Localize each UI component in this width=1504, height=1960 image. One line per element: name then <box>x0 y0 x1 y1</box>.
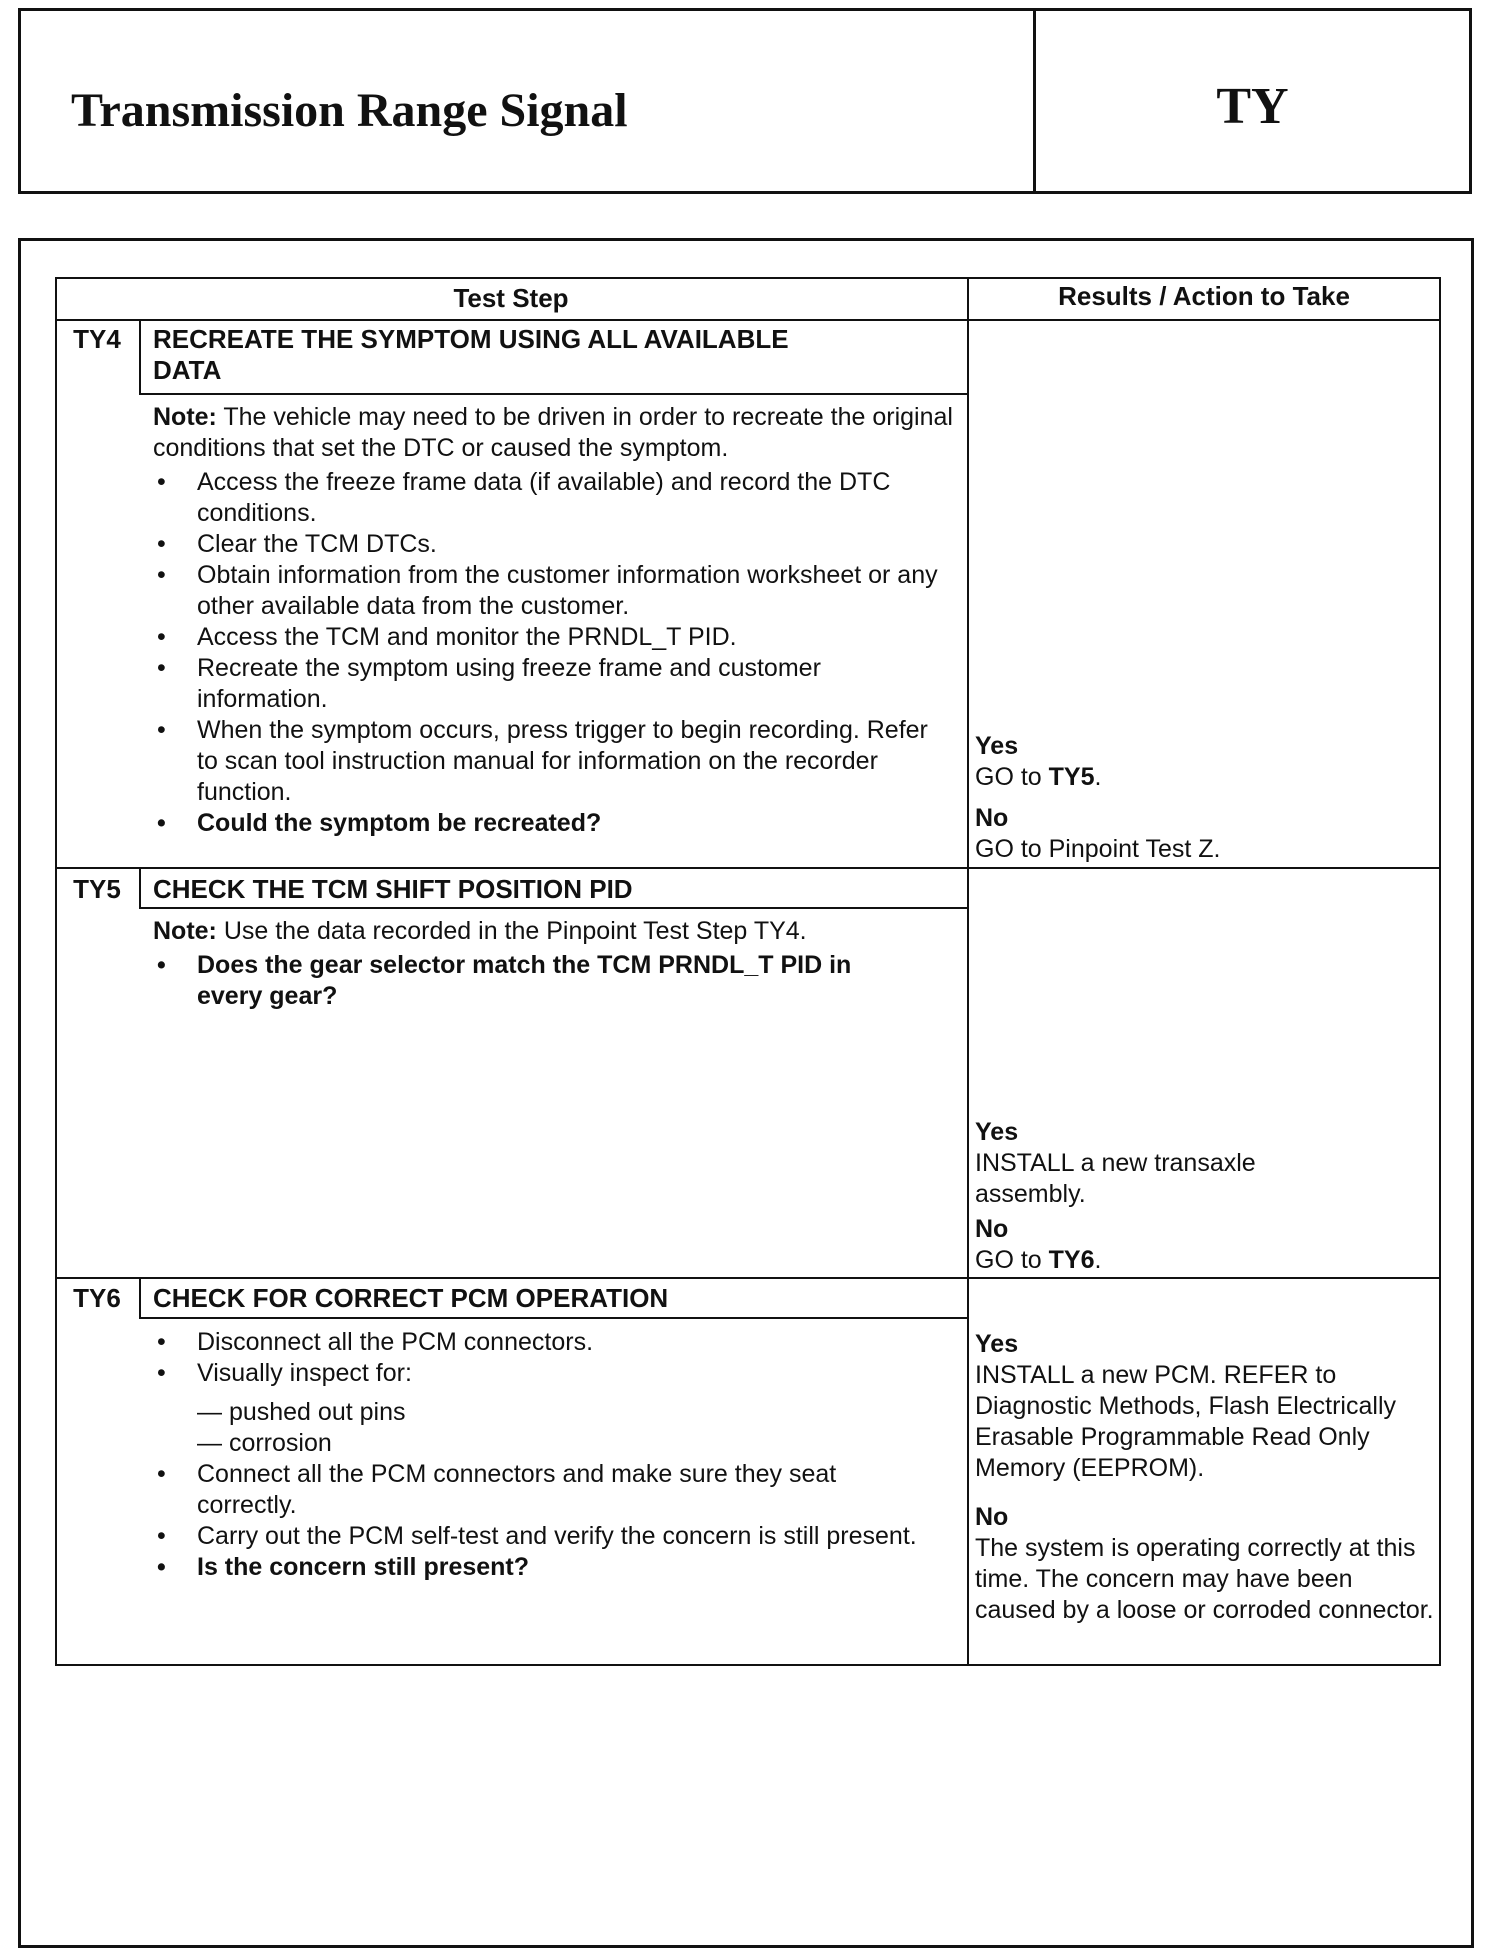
ty4-title-underline <box>139 393 969 395</box>
sub-list-ty6 <box>153 1397 953 1459</box>
step-title-ty4-line2: DATA <box>153 355 222 385</box>
list-item: • Obtain information from the customer information worksheet or any other available data from the customer. <box>153 560 953 622</box>
sub-item: — pushed out pins <box>197 1398 406 1426</box>
content-frame <box>18 238 1474 1948</box>
result-ty5 <box>975 1117 1437 1276</box>
list-item: • Disconnect all the PCM connectors. <box>153 1327 953 1358</box>
header-row-divider <box>55 319 1441 321</box>
column-divider <box>967 277 969 1666</box>
yes-label-ty6: Yes <box>975 1330 1019 1358</box>
step-title-ty4 <box>153 324 953 386</box>
no-action-ty5: GO to TY6. <box>975 1246 1102 1274</box>
table-border-right <box>1439 277 1441 1666</box>
ty6-id-divider <box>139 1277 141 1319</box>
table-border-left <box>55 277 57 1666</box>
step-title-ty4-line1: RECREATE THE SYMPTOM USING ALL AVAILABLE <box>153 324 789 354</box>
list-item: • Carry out the PCM self-test and verify the concern is still present. <box>153 1521 933 1552</box>
bullet-list-ty6-a <box>153 1327 953 1389</box>
step-title-ty5: CHECK THE TCM SHIFT POSITION PID <box>153 874 633 904</box>
yes-label-ty4: Yes <box>975 732 1019 760</box>
bullet-list-ty5 <box>153 950 953 1012</box>
ty4-id-divider <box>139 319 141 395</box>
list-item: • Recreate the symptom using freeze frame and customer information. <box>153 653 953 715</box>
note-ty5: Note: Use the data recorded in the Pinpoint Test Step TY4. <box>153 917 807 945</box>
page-header <box>18 8 1472 194</box>
list-item: • Visually inspect for: <box>153 1358 953 1389</box>
column-header-test-step: Test Step <box>453 283 569 313</box>
question-ty6: • Is the concern still present? <box>153 1552 933 1583</box>
ty4-row-divider <box>55 867 1441 869</box>
note-ty4: Note: The vehicle may need to be driven in order to recreate the original conditions that set the DTC or caused the symptom. <box>153 403 953 462</box>
bullet-list-ty4 <box>153 467 953 839</box>
ty6-title-underline <box>139 1317 969 1319</box>
table-border-bottom <box>55 1664 1441 1666</box>
list-item: • Access the freeze frame data (if available) and record the DTC conditions. <box>153 467 953 529</box>
ty5-row-divider <box>55 1277 1441 1279</box>
test-step-table <box>55 277 1441 1666</box>
step-id-ty6: TY6 <box>73 1283 121 1313</box>
yes-action-ty5: INSTALL a new transaxle assembly. <box>975 1149 1256 1208</box>
no-label-ty6: No <box>975 1503 1009 1531</box>
page-title: Transmission Range Signal <box>71 84 628 137</box>
question-ty5: • Does the gear selector match the TCM PRNDL_T PID in every gear? <box>153 950 897 1012</box>
table-border-top <box>55 277 1441 279</box>
column-header-results: Results / Action to Take <box>1058 281 1350 311</box>
no-label-ty4: No <box>975 804 1009 832</box>
step-body-ty4 <box>153 402 953 839</box>
list-item: • When the symptom occurs, press trigger to begin recording. Refer to scan tool instruction manual for information on the recorder function. <box>153 715 953 808</box>
no-action-ty4: GO to Pinpoint Test Z. <box>975 835 1221 863</box>
result-ty4 <box>975 731 1437 865</box>
sub-item: — corrosion <box>197 1429 332 1457</box>
section-code: TY <box>1216 78 1289 135</box>
list-item: • Access the TCM and monitor the PRNDL_T PID. <box>153 622 953 653</box>
yes-label-ty5: Yes <box>975 1118 1019 1146</box>
no-label-ty5: No <box>975 1215 1009 1243</box>
bullet-list-ty6-b <box>153 1459 933 1583</box>
step-body-ty5 <box>153 916 953 1012</box>
ty5-title-underline <box>139 907 969 909</box>
step-title-ty6: CHECK FOR CORRECT PCM OPERATION <box>153 1283 669 1313</box>
step-id-ty5: TY5 <box>73 874 121 904</box>
step-body-ty6 <box>153 1327 953 1583</box>
step-id-ty4: TY4 <box>73 324 121 354</box>
no-action-ty6: The system is operating correctly at this time. The concern may have been caused by a loose or corroded connector. <box>975 1534 1434 1624</box>
ty5-id-divider <box>139 867 141 909</box>
list-item: • Clear the TCM DTCs. <box>153 529 953 560</box>
result-ty6 <box>975 1329 1437 1626</box>
list-item: • Connect all the PCM connectors and make sure they seat correctly. <box>153 1459 933 1521</box>
yes-action-ty6: INSTALL a new PCM. REFER to Diagnostic Methods, Flash Electrically Erasable Programmable Read Only Memory (EEPROM). <box>975 1361 1396 1482</box>
yes-action-ty4: GO to TY5. <box>975 763 1102 791</box>
question-ty4: • Could the symptom be recreated? <box>153 808 953 839</box>
